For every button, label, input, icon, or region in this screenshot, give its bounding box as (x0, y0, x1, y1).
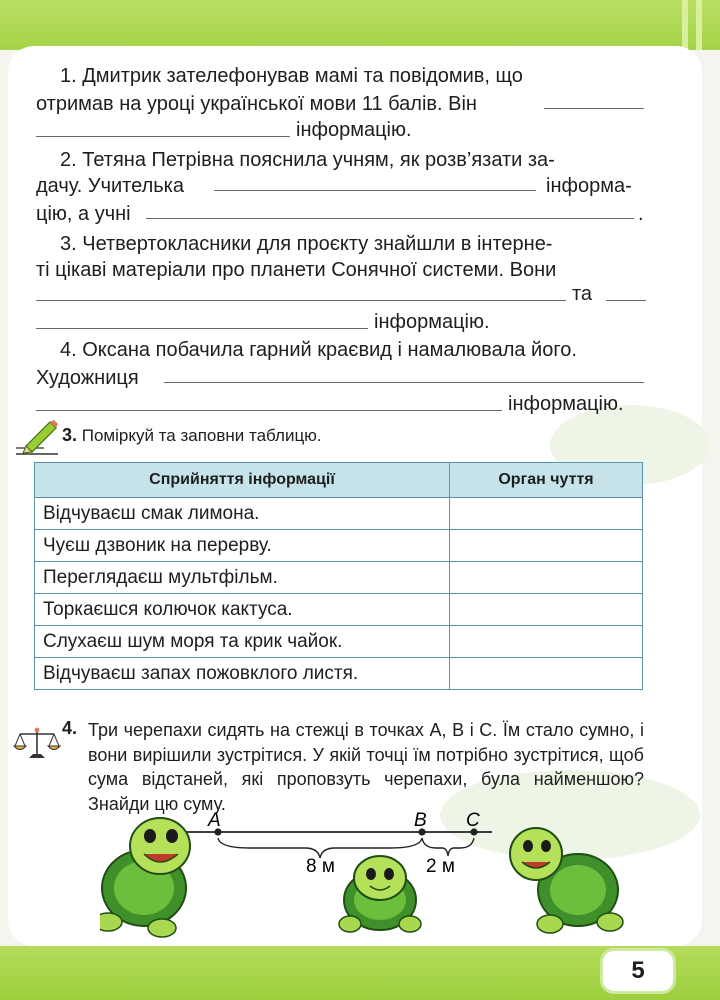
exercise-line: ті цікаві матеріали про планети Сонячної системи. Вони (36, 259, 557, 281)
answer-blank[interactable] (146, 218, 634, 219)
exercise-line: Художниця (36, 367, 139, 389)
answer-cell[interactable] (450, 626, 643, 658)
answer-blank[interactable] (36, 410, 502, 411)
task3-title: Поміркуй та заповни таблицю. (81, 426, 322, 445)
answer-cell[interactable] (450, 498, 643, 530)
exercise-line: інформацію. (296, 119, 412, 141)
table-header: Орган чуття (450, 463, 643, 498)
answer-blank[interactable] (36, 300, 566, 301)
table-row (35, 530, 643, 562)
page-number: 5 (600, 948, 676, 994)
answer-cell[interactable] (450, 530, 643, 562)
exercise-line: 2. Тетяна Петрівна пояснила учням, як розв’язати за- (60, 149, 555, 171)
top-banner (0, 0, 720, 50)
table-row (35, 498, 643, 530)
task3-number: 3. (62, 425, 78, 445)
table-row (35, 562, 643, 594)
distance-bc-label: 2 м (426, 856, 455, 877)
exercise-line: інформацію. (508, 393, 624, 415)
exercise-line: . (638, 203, 644, 225)
senses-table (34, 462, 643, 690)
exercise-line: 3. Четвертокласники для проєкту знайшли в інтерне- (60, 233, 553, 255)
task4-text: Три черепахи сидять на стежці в точках А, В і С. Їм стало сумно, і вони вирішили зустрітися. У якій точці їм потрібно зустрітися, щоб сума відстаней, які проповзуть черепахи, була найменшою? Знайди цю суму. (88, 720, 644, 814)
table-row (35, 658, 643, 690)
table-cell: Слухаєш шум моря та крик чайок. (35, 626, 450, 658)
turtles-diagram (100, 804, 660, 944)
answer-blank[interactable] (544, 108, 644, 109)
turtle-left-illustration (100, 818, 190, 937)
answer-blank[interactable] (36, 328, 368, 329)
table-cell: Переглядаєш мультфільм. (35, 562, 450, 594)
answer-blank[interactable] (606, 300, 646, 301)
table-row (35, 594, 643, 626)
answer-cell[interactable] (450, 594, 643, 626)
answer-blank[interactable] (36, 136, 290, 137)
exercise-line: дачу. Учителька (36, 175, 184, 197)
exercise-line: цію, а учні (36, 203, 131, 225)
task3-heading (62, 424, 322, 447)
exercise-line: інформацію. (374, 311, 490, 333)
exercise-line: інформа- (546, 175, 632, 197)
answer-blank[interactable] (214, 190, 536, 191)
exercise-line: та (572, 283, 593, 305)
exercise-line: 4. Оксана побачила гарний краєвид і намалювала його. (60, 339, 577, 361)
exercise-line: отримав на уроці української мови 11 балів. Він (36, 93, 477, 115)
distance-ab-label: 8 м (306, 856, 335, 877)
exercise-line: 1. Дмитрик зателефонував мамі та повідомив, що (60, 65, 523, 87)
table-cell: Відчуваєш смак лимона. (35, 498, 450, 530)
answer-cell[interactable] (450, 562, 643, 594)
answer-blank[interactable] (164, 382, 644, 383)
point-b-label: B (414, 810, 427, 831)
scales-icon (12, 724, 62, 764)
point-c-label: C (466, 810, 480, 831)
table-cell: Торкаєшся колючок кактуса. (35, 594, 450, 626)
table-cell: Чуєш дзвоник на перерву. (35, 530, 450, 562)
table-cell: Відчуваєш запах пожовклого листя. (35, 658, 450, 690)
turtle-middle-illustration (339, 856, 421, 932)
table-row (35, 626, 643, 658)
turtle-right-illustration (510, 828, 623, 933)
pencil-icon (14, 418, 60, 458)
point-a-label: A (208, 810, 221, 831)
answer-cell[interactable] (450, 658, 643, 690)
task4-number: 4. (62, 718, 78, 738)
table-header: Сприйняття інформації (35, 463, 450, 498)
